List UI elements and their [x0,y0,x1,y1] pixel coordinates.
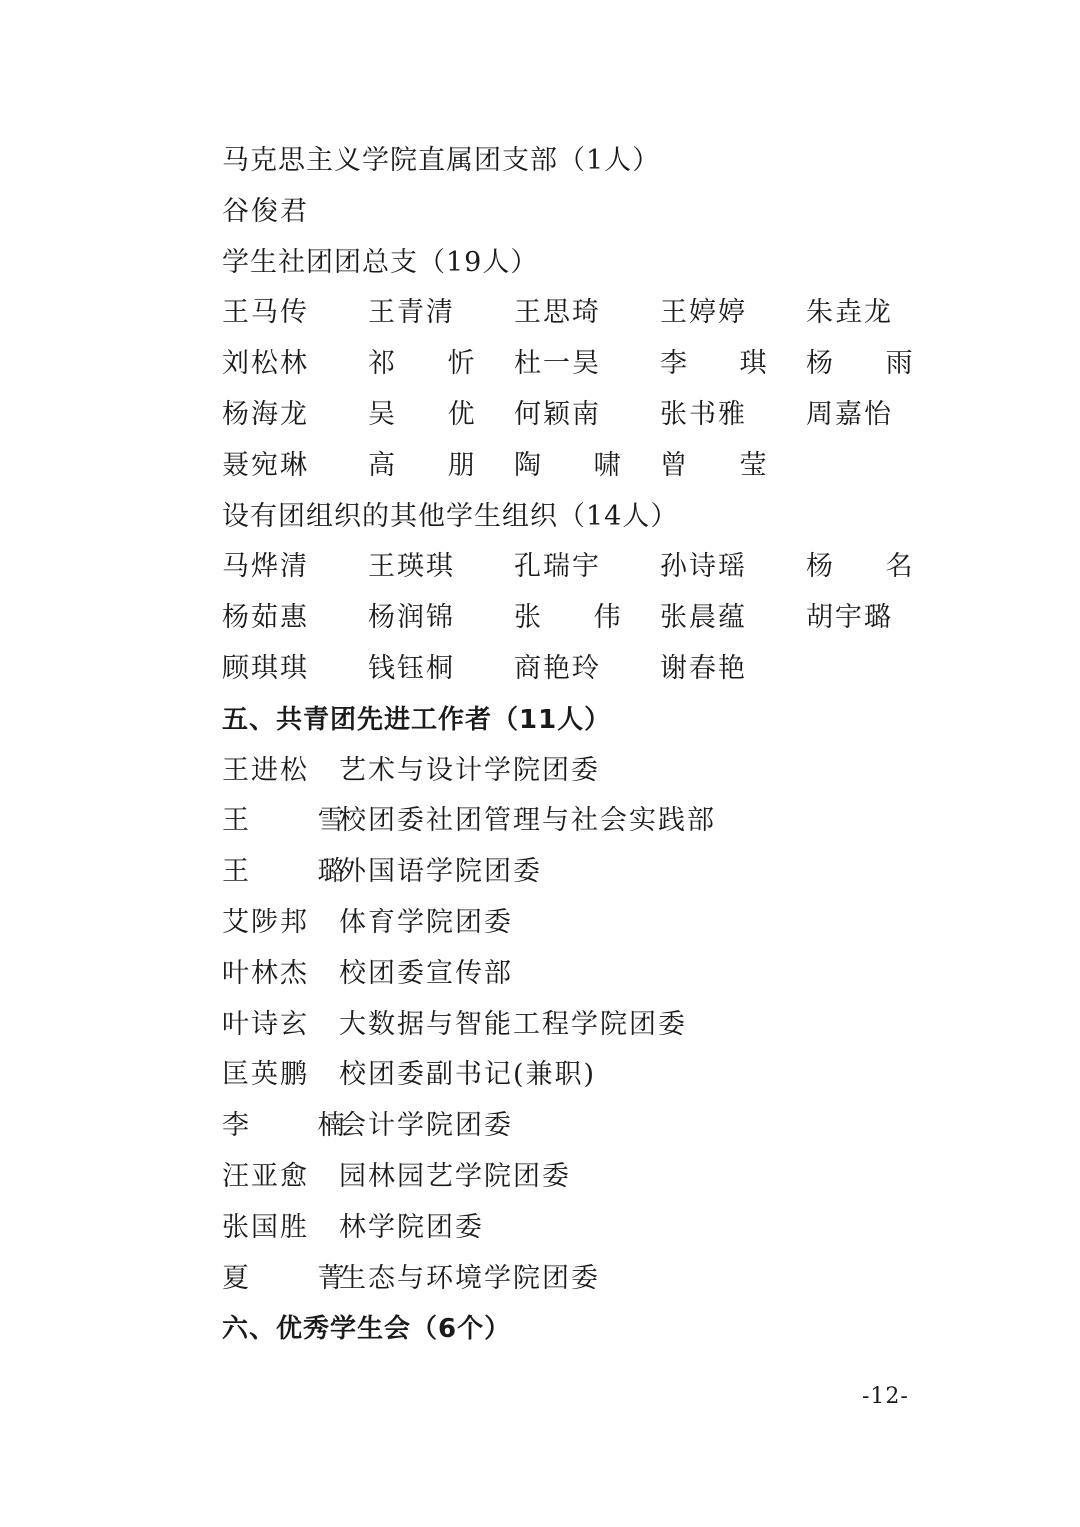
person-name: 杜一昊 [514,348,601,380]
person-name: 刘松林 [222,348,309,380]
name-row [222,187,982,238]
section-heading-workers: 五、共青团先进工作者（11人） [222,704,612,735]
person-name: 王瑛琪 [368,551,455,583]
worker-row [222,1152,982,1203]
worker-row [222,1203,982,1254]
worker-unit: 会计学院团委 [339,1110,513,1142]
section-heading-marx: 马克思主义学院直属团支部（1人） [222,145,661,176]
worker-unit: 林学院团委 [339,1211,484,1243]
person-name: 胡宇璐 [806,602,893,634]
person-name: 王青清 [368,297,455,329]
worker-name: 王 雪 [222,805,375,837]
person-name: 陶 啸 [514,449,643,481]
name-row [222,288,982,339]
person-name: 高 朋 [368,449,497,481]
worker-row [222,1101,982,1152]
worker-unit: 校团委副书记(兼职) [339,1059,597,1091]
person-name: 商艳玲 [514,652,601,684]
person-name: 王思琦 [514,297,601,329]
person-name: 朱垚龙 [806,297,893,329]
person-name: 王婷婷 [660,297,747,329]
worker-row [222,1050,982,1101]
person-name: 孔瑞宇 [514,551,601,583]
worker-unit: 艺术与设计学院团委 [339,754,600,786]
name-row [222,339,982,390]
worker-name: 汪亚愈 [222,1160,309,1192]
worker-name: 叶林杰 [222,957,309,989]
worker-name: 王 璐 [222,856,375,888]
worker-name: 王进松 [222,754,309,786]
person-name: 何颖南 [514,398,601,430]
name-row [222,441,982,492]
worker-unit: 大数据与智能工程学院团委 [339,1008,687,1040]
worker-name: 叶诗玄 [222,1008,309,1040]
person-name: 杨海龙 [222,398,309,430]
person-name: 张 伟 [514,602,643,634]
worker-unit: 校团委社团管理与社会实践部 [339,805,716,837]
name-row [222,593,982,644]
person-name: 杨茹惠 [222,602,309,634]
person-name: 谢春艳 [660,652,747,684]
person-name: 谷俊君 [222,195,309,227]
person-name: 钱钰桐 [368,652,455,684]
worker-name: 李 楠 [222,1110,375,1142]
name-row [222,390,982,441]
worker-row [222,949,982,1000]
person-name: 张书雅 [660,398,747,430]
person-name: 李 琪 [660,348,789,380]
person-name: 杨 名 [806,551,935,583]
worker-row [222,1000,982,1051]
worker-name: 匡英鹏 [222,1059,309,1091]
worker-row [222,898,982,949]
worker-row [222,796,982,847]
person-name: 吴 优 [368,398,497,430]
section-heading-clubs: 学生社团团总支（19人） [222,246,539,278]
person-name: 王马传 [222,297,309,329]
person-name: 聂宛琳 [222,449,309,481]
name-row [222,644,982,695]
worker-unit: 外国语学院团委 [339,856,542,888]
page-number: -12- [862,1384,909,1409]
person-name: 孙诗瑶 [660,551,747,583]
person-name: 杨 雨 [806,348,935,380]
worker-unit: 生态与环境学院团委 [339,1262,600,1294]
person-name: 马烨清 [222,551,309,583]
section-heading-other-orgs: 设有团组织的其他学生组织（14人） [222,500,679,532]
person-name: 祁 忻 [368,348,497,380]
worker-unit: 体育学院团委 [339,906,513,938]
worker-name: 张国胜 [222,1211,309,1243]
person-name: 周嘉怡 [806,398,893,430]
worker-row [222,847,982,898]
person-name: 杨润锦 [368,602,455,634]
person-name: 顾琪琪 [222,652,309,684]
section-heading-student-unions: 六、优秀学生会（6个） [222,1314,512,1345]
worker-name: 夏 菁 [222,1262,375,1294]
worker-name: 艾陟邦 [222,906,309,938]
worker-unit: 园林园艺学院团委 [339,1160,571,1192]
worker-row [222,746,982,797]
document-content [222,136,982,1355]
person-name: 张晨蕴 [660,602,747,634]
worker-row [222,1254,982,1305]
worker-unit: 校团委宣传部 [339,957,513,989]
person-name: 曾 莹 [660,449,789,481]
name-row [222,542,982,593]
